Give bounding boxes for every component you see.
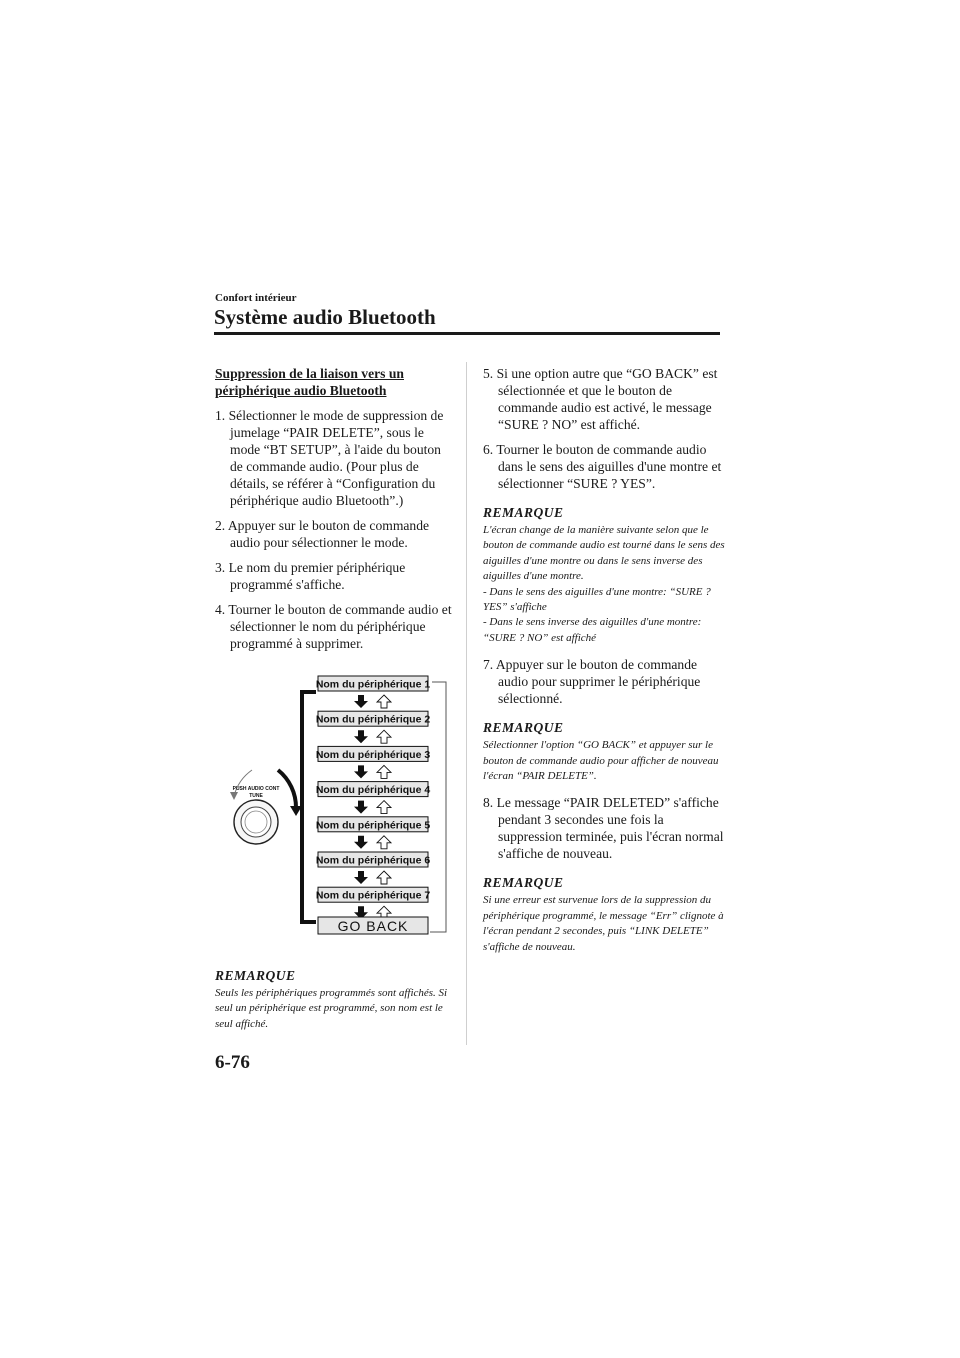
left-note-body: Seuls les périphériques programmés sont affichés. Si seul un périphérique est programmé, son nom est le seul affiché. <box>215 987 448 1030</box>
right-column <box>483 365 725 965</box>
up-arrow-icon <box>377 695 391 708</box>
up-arrow-icon <box>377 801 391 814</box>
left-note <box>215 968 455 1032</box>
counterclockwise-arrowhead-icon <box>230 792 238 800</box>
down-arrow-icon <box>354 871 368 884</box>
step-4: 4. Tourner le bouton de commande audio et sélectionner le nom du périphérique programmé à supprimer. <box>215 602 452 651</box>
right-note-2-body: Sélectionner l'option “GO BACK” et appuyer sur le bouton de commande audio pour afficher de nouveau l'écran “PAIR DELETE”. <box>483 739 719 783</box>
up-arrow-icon <box>377 871 391 884</box>
device-selection-diagram <box>222 672 452 942</box>
column-divider <box>466 362 467 1045</box>
down-arrow-icon <box>354 801 368 814</box>
knob-label-top: PUSH AUDIO CONT <box>232 786 280 792</box>
right-note-2 <box>483 719 725 784</box>
right-note-3-title: REMARQUE <box>483 875 564 891</box>
up-arrow-icon <box>377 836 391 849</box>
down-arrow-icon <box>354 836 368 849</box>
step-7: 7. Appuyer sur le bouton de commande audio pour supprimer le périphérique sélectionné. <box>483 657 701 707</box>
go-back-label: GO BACK <box>337 918 409 934</box>
device-label-2: Nom du périphérique 2 <box>315 713 431 726</box>
right-note-2-title: REMARQUE <box>483 720 564 736</box>
right-note-1 <box>483 504 725 646</box>
right-note-1-body: L'écran change de la manière suivante selon que le bouton de commande audio est tourné dans le sens des aiguilles d'une montre ou dans le sens inverse des aiguilles d'une montre. - Dans le sens des aiguilles d'une montre: “SURE ? YES” s'affiche - Dans le sens inverse des aiguilles d'une montre: “SURE ? NO” est affiché <box>483 524 725 644</box>
right-note-3-body: Si une erreur est survenue lors de la suppression du périphérique programmé, le message “Err” clignote à l'écran pendant 2 secondes, puis “LINK DELETE” s'affiche de nouveau. <box>483 894 724 953</box>
step-3: 3. Le nom du premier périphérique programmé s'affiche. <box>215 560 406 592</box>
loop-bracket <box>430 682 446 932</box>
device-label-6: Nom du périphérique 6 <box>315 854 431 867</box>
steps-list-right <box>483 365 725 492</box>
device-label-5: Nom du périphérique 5 <box>315 819 431 832</box>
subheading-delete-link: Suppression de la liaison vers un périphérique audio Bluetooth <box>215 366 404 398</box>
step-2: 2. Appuyer sur le bouton de commande audio pour sélectionner le mode. <box>215 518 430 550</box>
step-1: 1. Sélectionner le mode de suppression de jumelage “PAIR DELETE”, sous le mode “BT SETUP”, à l'aide du bouton de commande audio. (Pour plus de détails, se référer à “Configuration du périphérique audio Bluetooth”.) <box>215 408 444 508</box>
up-arrow-icon <box>377 765 391 778</box>
down-arrow-icon <box>354 730 368 743</box>
left-note-title: REMARQUE <box>215 968 296 983</box>
steps-list-left <box>215 407 453 652</box>
title-rule <box>214 332 720 335</box>
audio-knob-inner <box>241 807 271 837</box>
device-label-7: Nom du périphérique 7 <box>315 889 431 902</box>
knob-label-bottom: TUNE <box>249 793 263 799</box>
device-label-4: Nom du périphérique 4 <box>315 784 431 797</box>
down-arrow-icon <box>354 765 368 778</box>
right-note-1-title: REMARQUE <box>483 505 564 520</box>
step-6: 6. Tourner le bouton de commande audio dans le sens des aiguilles d'une montre et sélectionner “SURE ? YES”. <box>483 442 722 491</box>
step-5: 5. Si une option autre que “GO BACK” est sélectionnée et que le bouton de commande audio est activé, le message “SURE ? NO” est affiché. <box>483 366 718 432</box>
steps-list-right-2 <box>483 656 725 707</box>
right-note-3 <box>483 874 725 955</box>
device-label-3: Nom du périphérique 3 <box>315 748 431 761</box>
page-number: 6-76 <box>215 1052 250 1073</box>
steps-list-right-3 <box>483 794 725 862</box>
clockwise-arrow-icon <box>278 770 296 808</box>
device-selection-figure <box>222 672 452 942</box>
device-label-1: Nom du périphérique 1 <box>315 678 431 691</box>
page-title: Système audio Bluetooth <box>214 305 436 329</box>
step-8: 8. Le message “PAIR DELETED” s'affiche pendant 3 secondes une fois la suppression terminée, puis l'écran normal s'affiche de nouveau. <box>483 795 724 862</box>
up-arrow-icon <box>377 730 391 743</box>
left-column <box>215 365 453 660</box>
down-arrow-icon <box>354 695 368 708</box>
return-bar <box>302 692 316 922</box>
section-label: Confort intérieur <box>215 292 297 304</box>
